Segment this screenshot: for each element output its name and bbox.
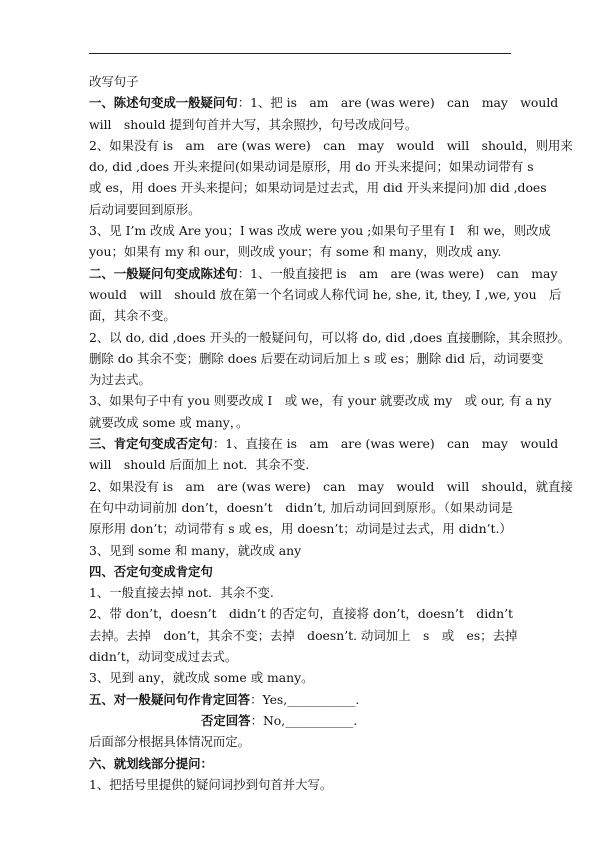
document-body (89, 71, 573, 795)
section-4-line-4: didn’t，动词变成过去式。 (89, 649, 238, 665)
section-3-line-2: will should 后面加上 not．其余不变. (89, 457, 310, 473)
doc-title: 改写句子 (89, 74, 139, 89)
section-2-line-7: 3、如果句子中有 you 则要改成 I 或 we，有 your 就要改成 my 或 our, 有 a ny (89, 393, 552, 409)
section-2-line-3: 面，其余不变。 (89, 308, 176, 324)
section-5-negative-line: 否定回答：No,___________. (201, 712, 358, 728)
section-4-line-5: 3、见到 any，就改成 some 或 many。 (89, 670, 314, 686)
section-2-line-6: 为过去式。 (89, 372, 151, 388)
section-6-line-1: 1、把括号里提供的疑问词抄到句首并大写。 (89, 776, 333, 792)
header-rule (89, 53, 511, 54)
section-1-line-2: will should 提到句首并大写，其余照抄，句号改成问号。 (89, 116, 418, 132)
section-2-line-8: 就要改成 some 或 many，。 (89, 414, 249, 430)
section-5-positive-line: 五、对一般疑问句作肯定回答：Yes,___________. (89, 691, 360, 707)
section-3-heading: 三、肯定句变成否定句 (89, 436, 213, 452)
section-5-note: 后面部分根据具体情况而定。 (89, 734, 251, 750)
section-1-line-1: 一、陈述句变成一般疑问句：1、把 is am are (was were) can may would (89, 95, 559, 111)
section-2-line-5: 删除 do 其余不变；删除 does 后要在动词后加上 s 或 es；删除 did 后，动词要变 (89, 350, 544, 366)
section-4-line-3: 去掉。去掉 don’t，其余不变；去掉 doesn’t. 动词加上 s 或 es；去掉 (89, 627, 518, 643)
section-1-heading: 一、陈述句变成一般疑问句 (89, 95, 238, 111)
section-5-heading: 五、对一般疑问句作肯定回答 (89, 691, 251, 707)
section-5-negative-label: 否定回答 (201, 712, 251, 728)
section-2-heading: 二、一般疑问句变成陈述句 (89, 265, 238, 281)
section-1-line-4: do, did ,does 开头来提问(如果动词是原形，用 do 开头来提问；如果动词带有 s (89, 159, 534, 175)
section-2-line-1: 二、一般疑问句变成陈述句：1、一般直接把 is am are (was were) can may (89, 265, 558, 281)
section-1-line-3: 2、如果没有 is am are (was were) can may would will should，则用来 (89, 137, 573, 153)
section-3-line-3: 2、如果没有 is am are (was were) can may would will should，就直接 (89, 478, 573, 494)
section-4-line-1: 1、一般直接去掉 not．其余不变. (89, 585, 274, 601)
section-1-line-7: 3、见 I’m 改成 Are you；I was 改成 were you ;如果句子里有 I 和 we，则改成 (89, 223, 551, 239)
section-6-heading-line: 六、就划线部分提问： (89, 755, 213, 771)
section-1-line-6: 后动词要回到原形。 (89, 201, 201, 217)
section-6-heading: 六、就划线部分提问 (89, 755, 201, 771)
section-2-line-2: would will should 放在第一个名词或人称代词 he, she, it, they, I ,we, you 后 (89, 286, 562, 302)
section-2-line-4: 2、以 do, did ,does 开头的一般疑问句，可以将 do, did ,does 直接删除，其余照抄。 (89, 329, 571, 345)
section-4-heading: 四、否定句变成肯定句 (89, 563, 213, 579)
section-4-line-2: 2、带 don’t，doesn’t didn’t 的否定句，直接将 don’t，doesn’t didn’t (89, 606, 513, 622)
section-3-line-5: 原形用 don’t；动词带有 s 或 es，用 doesn’t；动词是过去式，用 didn’t.） (89, 521, 512, 537)
section-3-line-6: 3、见到 some 和 many，就改成 any (89, 542, 302, 558)
section-3-line-1: 三、肯定句变成否定句：1、直接在 is am are (was were) can may would (89, 436, 559, 452)
section-1-line-5: 或 es，用 does 开头来提问；如果动词是过去式，用 did 开头来提问)加 did ,does (89, 180, 547, 196)
section-1-line-8: you；如果有 my 和 our，则改成 your；有 some 和 many，则改成 any. (89, 244, 502, 260)
section-3-line-4: 在句中动词前加 don’t，doesn’t didn’t, 加后动词回到原形。（如果动词是 (89, 499, 513, 515)
